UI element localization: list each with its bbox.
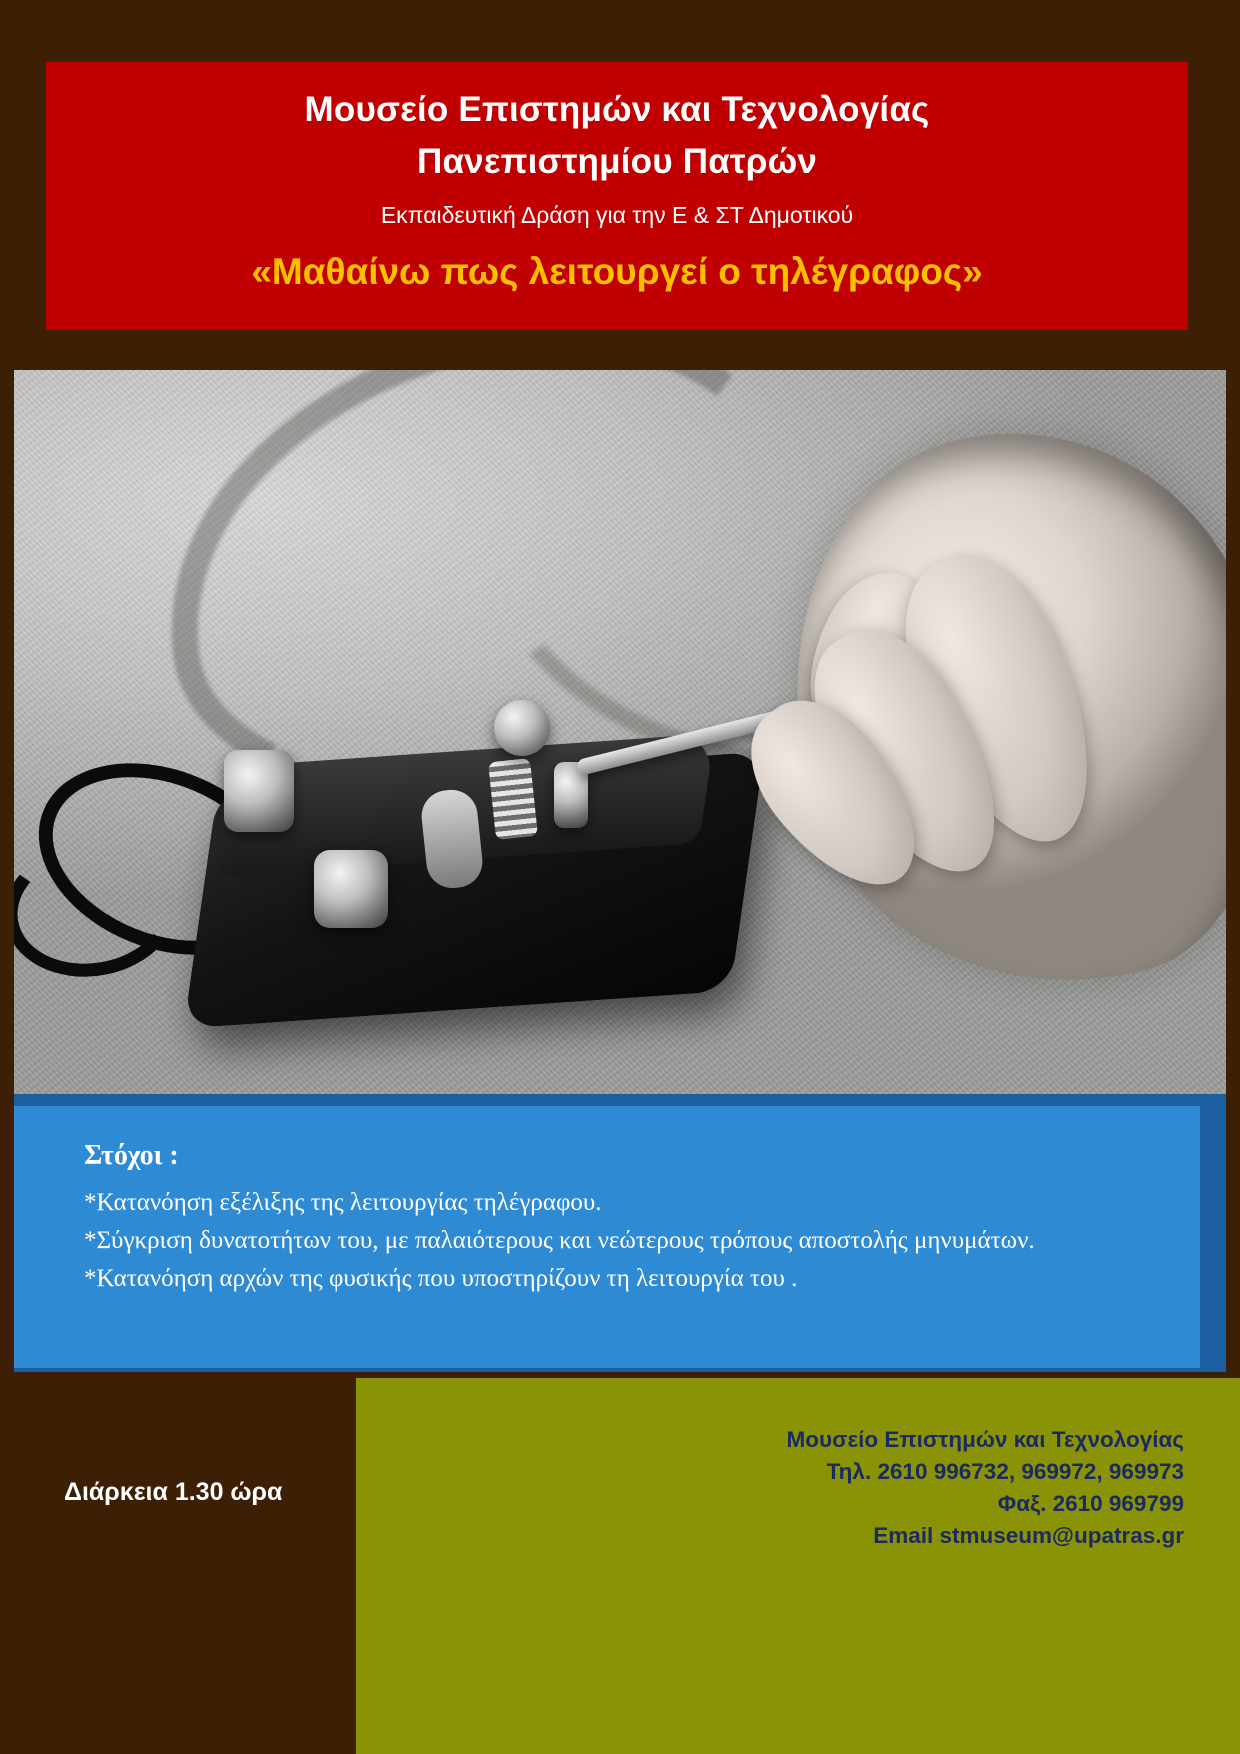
museum-name-line2: Πανεπιστημίου Πατρών <box>416 142 818 181</box>
objective-item-2: *Σύγκριση δυνατοτήτων του, με παλαιότερους και νεώτερους τρόπους αποστολής μηνυμάτων. <box>84 1227 1035 1254</box>
contact-phone: Τηλ. 2610 996732, 969972, 969973 <box>826 1459 1184 1484</box>
objective-item-3: *Κατανόηση αρχών της φυσικής που υποστηρίζουν τη λειτουργία του . <box>84 1265 798 1292</box>
header-banner <box>46 62 1188 330</box>
contact-org: Μουσείο Επιστημών και Τεχνολογίας <box>786 1427 1184 1452</box>
objectives-heading: Στόχοι : <box>84 1140 179 1171</box>
footer-left-block <box>0 1378 356 1754</box>
telegraph-adjust-screw-left <box>224 750 294 832</box>
telegraph-spring <box>488 758 538 840</box>
contact-fax: Φαξ. 2610 969799 <box>997 1491 1184 1516</box>
page-title: «Μαθαίνω πως λειτουργεί ο τηλέγραφος» <box>251 251 983 292</box>
contact-email: Email stmuseum@upatras.gr <box>873 1523 1184 1548</box>
duration-label: Διάρκεια 1.30 ώρα <box>64 1478 283 1506</box>
telegraph-adjust-screw-front <box>314 850 388 928</box>
objectives-panel <box>14 1106 1200 1368</box>
contact-info <box>787 1424 1184 1552</box>
telegraph-knob-top <box>494 700 550 756</box>
museum-name-line1: Μουσείο Επιστημών και Τεχνολογίας <box>304 90 930 129</box>
telegraph-photo <box>14 370 1226 1098</box>
objective-item-1: *Κατανόηση εξέλιξης της λειτουργίας τηλέγραφου. <box>84 1189 602 1216</box>
program-subtitle: Εκπαιδευτική Δράση για την Ε & ΣΤ Δημοτικού <box>380 202 854 228</box>
